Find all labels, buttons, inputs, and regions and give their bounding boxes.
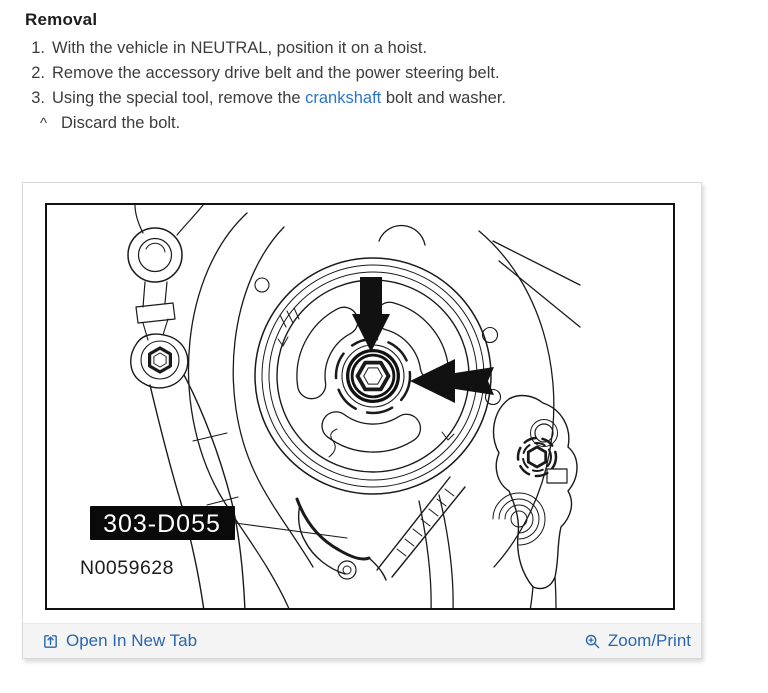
engine-edge-line [499, 261, 580, 327]
figure-part-number: N0059628 [80, 557, 174, 579]
arm-step-bracket [136, 303, 175, 323]
arm-neck [143, 282, 167, 307]
belt-line [419, 495, 453, 608]
arm-rung [193, 433, 238, 505]
substep-note [40, 111, 768, 136]
step-text-post: bolt and washer. [381, 89, 507, 107]
tool-callout-label: 303-D055 [103, 510, 221, 538]
zoom-print-button[interactable] [584, 631, 691, 651]
figure-panel [22, 182, 702, 659]
crankshaft-bolt-hex [358, 363, 389, 390]
figure-toolbar [23, 623, 701, 658]
page-title: Removal [25, 10, 98, 29]
right-bolt-hex [528, 447, 545, 467]
rod-end-arc [146, 243, 165, 252]
rod-end-flange [128, 228, 182, 282]
step-text-pre: Using the special tool, remove the [52, 89, 306, 107]
open-in-new-tab-button[interactable] [42, 631, 197, 651]
bolt-arrow-down [352, 277, 390, 352]
coil-ring-arc [493, 493, 545, 545]
engine-cover-arc-inner [233, 227, 313, 567]
step-text: With the vehicle in NEUTRAL, position it on a hoist. [52, 39, 428, 57]
right-bracket-tab [547, 469, 567, 483]
list-item [25, 36, 768, 61]
figure-area [23, 183, 701, 623]
pulley-slot [322, 412, 420, 452]
plate-top-boss-arc [379, 226, 425, 245]
substep-text: Discard the bolt. [61, 114, 181, 132]
removal-instructions [25, 10, 768, 136]
engine-edge-line [493, 241, 580, 285]
substep-marker: ^ [40, 115, 48, 132]
crankshaft-link[interactable]: crankshaft [305, 89, 382, 107]
step-number: 1. [31, 39, 45, 57]
step-text: Remove the accessory drive belt and the power steering belt. [52, 64, 500, 82]
step-list [25, 36, 768, 136]
magnifier-plus-icon [584, 633, 601, 650]
callout-leader-line [235, 523, 347, 538]
bolt-arrow-left [410, 359, 494, 403]
list-item [25, 61, 768, 86]
step-number: 2. [31, 64, 45, 82]
plate-arc-right [479, 231, 554, 567]
step-text [52, 86, 506, 111]
tool-hook-edge [297, 499, 369, 559]
zoom-print-label: Zoom/Print [607, 631, 691, 650]
engine-diagram-svg [47, 205, 673, 608]
open-in-new-tab-icon [42, 633, 59, 650]
crankshaft-pulley-diagram [45, 203, 675, 610]
tool-pivot-bolt-inner [343, 566, 351, 574]
step-number: 3. [31, 89, 45, 107]
right-bracket-outline [494, 396, 577, 589]
plate-hole [255, 278, 269, 292]
list-item [25, 86, 768, 111]
open-in-new-tab-label: Open In New Tab [66, 631, 198, 650]
tool-hook-outline [299, 505, 386, 580]
tool-pivot-bolt [338, 561, 356, 579]
pivot-bolt-hex [150, 348, 171, 372]
